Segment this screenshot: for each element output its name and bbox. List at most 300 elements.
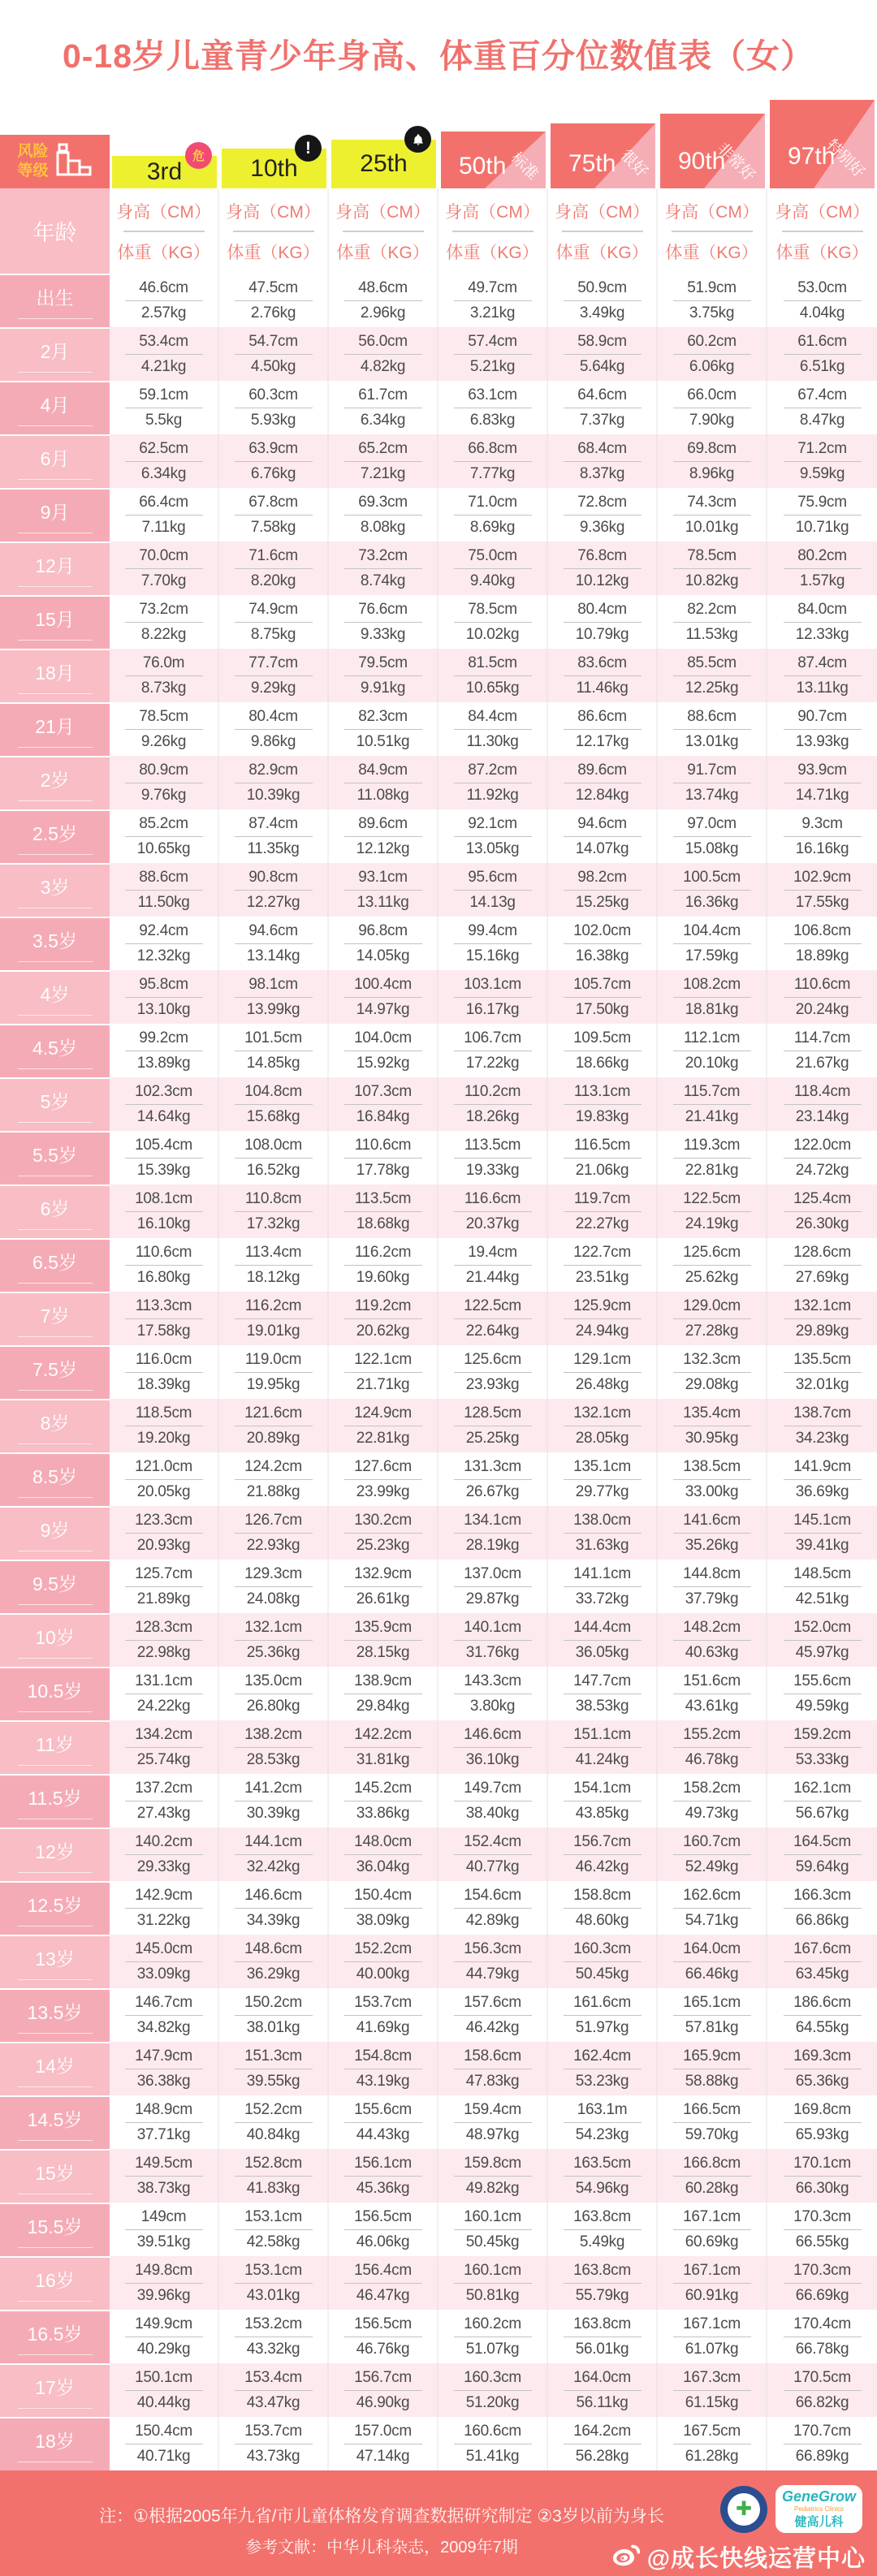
- weight-value: 29.77kg: [575, 1482, 629, 1500]
- data-cell: [219, 863, 329, 917]
- weight-value: 66.55kg: [795, 2233, 849, 2250]
- weight-value: 25.62kg: [685, 1268, 739, 1286]
- age-label: 18岁: [35, 2431, 75, 2452]
- bell-badge-icon: [404, 126, 431, 153]
- weight-value: 21.67kg: [795, 1054, 849, 1072]
- height-value: 166.8cm: [683, 2154, 741, 2172]
- weight-value: 5.21kg: [469, 357, 516, 375]
- data-cell: [438, 1292, 548, 1345]
- weight-value: 7.37kg: [579, 411, 625, 429]
- weight-value: 24.19kg: [685, 1215, 739, 1232]
- weight-value: 31.81kg: [356, 1750, 410, 1768]
- data-cell: [438, 1720, 548, 1774]
- height-value: 141.2cm: [244, 1779, 302, 1797]
- divider: [564, 890, 642, 891]
- divider: [18, 2033, 93, 2034]
- data-cell: [219, 274, 329, 327]
- height-value: 135.5cm: [793, 1350, 851, 1368]
- height-value: 75.0cm: [468, 546, 517, 564]
- weight-value: 65.93kg: [795, 2125, 849, 2143]
- data-cell: [219, 1399, 329, 1452]
- height-value: 80.4cm: [248, 707, 298, 725]
- height-value: 84.0cm: [797, 600, 847, 618]
- age-label: 7岁: [40, 1305, 70, 1327]
- data-cell: [438, 1077, 548, 1131]
- weight-value: 14.71kg: [795, 786, 849, 804]
- age-label: 12.5岁: [27, 1895, 83, 1916]
- weight-value: 36.05kg: [575, 1643, 629, 1661]
- age-label: 8岁: [40, 1413, 70, 1434]
- data-cell: [438, 970, 548, 1024]
- height-value: 124.2cm: [244, 1457, 302, 1475]
- height-value: 99.4cm: [468, 921, 517, 939]
- height-unit-label: 身高（CM）: [445, 202, 540, 222]
- data-cell: [110, 381, 219, 434]
- height-value: 110.6cm: [354, 1136, 412, 1154]
- data-cell: [767, 1720, 877, 1774]
- data-cell: [219, 381, 329, 434]
- weight-value: 32.01kg: [795, 1375, 849, 1393]
- weight-value: 66.69kg: [795, 2286, 849, 2304]
- height-value: 142.2cm: [354, 1725, 412, 1743]
- divider: [784, 1640, 862, 1641]
- data-cell: [438, 1506, 548, 1560]
- data-cell: [329, 2256, 438, 2310]
- age-label: 12岁: [35, 1841, 75, 1862]
- data-cell: [438, 863, 548, 917]
- age-column-header: 年龄: [0, 188, 110, 274]
- weight-value: 10.71kg: [795, 518, 849, 536]
- data-cell: [219, 1667, 329, 1720]
- weight-value: 26.61kg: [356, 1590, 410, 1607]
- divider: [673, 1533, 751, 1534]
- weight-value: 46.76kg: [356, 2340, 410, 2358]
- divider: [235, 515, 313, 516]
- divider: [344, 1640, 422, 1641]
- data-cell: [438, 595, 548, 649]
- data-cell: [110, 434, 219, 488]
- height-value: 131.1cm: [135, 1672, 192, 1689]
- height-value: 89.6cm: [358, 814, 408, 832]
- weight-value: 43.32kg: [246, 2340, 300, 2358]
- data-cell: [219, 2310, 329, 2363]
- weight-value: 20.05kg: [136, 1482, 191, 1500]
- divider: [235, 2283, 313, 2284]
- table-row: [0, 1988, 877, 2042]
- height-value: 67.8cm: [248, 493, 298, 511]
- data-cell: [548, 1935, 658, 1988]
- divider: [564, 1479, 642, 1480]
- height-value: 61.6cm: [797, 332, 847, 350]
- divider: [18, 1443, 93, 1444]
- divider: [18, 479, 93, 480]
- age-label: 14.5岁: [27, 2109, 83, 2130]
- divider: [125, 2283, 203, 2284]
- weight-value: 5.49kg: [579, 2233, 625, 2250]
- divider: [125, 461, 203, 462]
- divider: [673, 1640, 751, 1641]
- table-row: [0, 1452, 877, 1506]
- weight-value: 42.51kg: [795, 1590, 849, 1607]
- height-value: 152.2cm: [244, 2100, 302, 2118]
- divider: [125, 568, 203, 569]
- data-cell: [658, 1077, 767, 1131]
- divider: [673, 2015, 751, 2016]
- height-value: 94.6cm: [577, 814, 627, 832]
- percentile-header: [0, 0, 877, 188]
- weight-value: 15.92kg: [356, 1054, 410, 1072]
- table-row: [0, 2310, 877, 2363]
- weight-value: 8.75kg: [250, 625, 296, 643]
- height-value: 107.3cm: [354, 1082, 412, 1100]
- height-value: 53.0cm: [797, 278, 847, 296]
- weight-value: 26.30kg: [795, 1215, 849, 1232]
- height-value: 127.6cm: [354, 1457, 412, 1475]
- data-cell: [329, 434, 438, 488]
- divider: [344, 836, 422, 837]
- weight-value: 41.83kg: [246, 2179, 300, 2197]
- height-value: 163.1m: [577, 2100, 628, 2118]
- data-cell: [548, 2417, 658, 2470]
- divider: [18, 1229, 93, 1230]
- height-value: 154.1cm: [573, 1779, 631, 1797]
- divider: [564, 568, 642, 569]
- data-cell: [329, 1024, 438, 1077]
- divider: [784, 568, 862, 569]
- height-value: 113.3cm: [135, 1297, 192, 1314]
- data-cell: [438, 1399, 548, 1452]
- divider: [454, 1104, 532, 1105]
- data-cell: [548, 756, 658, 809]
- data-cell: [438, 1131, 548, 1184]
- height-value: 51.9cm: [687, 278, 737, 296]
- data-cell: [767, 1292, 877, 1345]
- data-cell: [658, 1345, 767, 1399]
- weight-value: 34.23kg: [795, 1429, 849, 1447]
- height-value: 118.4cm: [793, 1082, 851, 1100]
- weight-value: 18.26kg: [465, 1107, 520, 1125]
- weight-value: 17.50kg: [575, 1000, 629, 1018]
- height-value: 71.6cm: [248, 546, 298, 564]
- divider: [673, 729, 751, 730]
- weight-value: 51.97kg: [575, 2018, 629, 2036]
- height-value: 160.1cm: [464, 2207, 521, 2225]
- divider: [564, 1586, 642, 1587]
- height-value: 145.2cm: [354, 1779, 412, 1797]
- divider: [344, 568, 422, 569]
- height-value: 153.7cm: [244, 2422, 302, 2440]
- divider: [564, 1747, 642, 1748]
- weight-value: 49.73kg: [685, 1804, 739, 1822]
- height-value: 148.6cm: [244, 1940, 302, 1957]
- age-cell: [0, 542, 110, 595]
- height-value: 166.3cm: [793, 1886, 851, 1904]
- data-cell: [219, 327, 329, 381]
- data-cell: [548, 1131, 658, 1184]
- height-value: 130.2cm: [354, 1511, 412, 1529]
- divider: [454, 1211, 532, 1212]
- weight-value: 29.89kg: [795, 1322, 849, 1340]
- weight-value: 17.58kg: [136, 1322, 191, 1340]
- data-cell: [548, 595, 658, 649]
- height-value: 63.1cm: [468, 386, 517, 403]
- height-value: 86.6cm: [577, 707, 627, 725]
- weight-value: 18.68kg: [356, 1215, 410, 1232]
- divider: [454, 1318, 532, 1319]
- height-value: 116.2cm: [244, 1297, 302, 1314]
- divider: [18, 2354, 93, 2355]
- weight-value: 51.41kg: [465, 2447, 520, 2465]
- data-cell: [548, 809, 658, 863]
- height-value: 159.2cm: [793, 1725, 851, 1743]
- data-cell: [767, 1452, 877, 1506]
- height-value: 152.8cm: [244, 2154, 302, 2172]
- height-value: 60.2cm: [687, 332, 737, 350]
- weight-value: 5.5kg: [145, 411, 182, 429]
- weight-value: 53.23kg: [575, 2072, 629, 2090]
- height-value: 82.3cm: [358, 707, 408, 725]
- divider: [564, 997, 642, 998]
- age-cell: [0, 863, 110, 917]
- height-value: 95.6cm: [468, 868, 517, 886]
- data-cell: [548, 1613, 658, 1667]
- data-cell: [438, 1238, 548, 1292]
- data-cell: [329, 274, 438, 327]
- weight-value: 22.81kg: [685, 1161, 739, 1179]
- weight-value: 31.22kg: [136, 1911, 191, 1929]
- data-cell: [438, 649, 548, 702]
- height-value: 132.3cm: [683, 1350, 741, 1368]
- corner-rating-label: 标准: [507, 149, 542, 183]
- weight-value: 6.06kg: [689, 357, 735, 375]
- weight-value: 29.08kg: [685, 1375, 739, 1393]
- height-value: 9.3cm: [801, 814, 843, 832]
- divider: [673, 515, 751, 516]
- divider: [784, 300, 862, 301]
- height-value: 156.4cm: [354, 2261, 412, 2279]
- weight-value: 17.32kg: [246, 1215, 300, 1232]
- divider: [125, 729, 203, 730]
- divider: [344, 675, 422, 676]
- divider: [784, 836, 862, 837]
- data-cell: [658, 1720, 767, 1774]
- data-cell: [110, 970, 219, 1024]
- height-value: 19.4cm: [468, 1243, 517, 1261]
- weight-value: 7.77kg: [469, 464, 516, 482]
- divider: [18, 1390, 93, 1391]
- data-cell: [110, 2310, 219, 2363]
- weight-value: 66.46kg: [685, 1965, 739, 1983]
- height-value: 135.0cm: [244, 1672, 302, 1689]
- weight-unit-label: 体重（KG）: [227, 243, 320, 262]
- height-value: 90.8cm: [248, 868, 298, 886]
- data-cell: [767, 434, 877, 488]
- height-value: 96.8cm: [358, 921, 408, 939]
- table-row: [0, 863, 877, 917]
- age-cell: [0, 702, 110, 756]
- weight-value: 28.53kg: [246, 1750, 300, 1768]
- data-cell: [767, 2363, 877, 2417]
- weight-value: 50.81kg: [465, 2286, 520, 2304]
- weight-value: 25.25kg: [465, 1429, 520, 1447]
- data-cell: [219, 1345, 329, 1399]
- data-cell: [658, 595, 767, 649]
- divider: [235, 2176, 313, 2177]
- data-cell: [658, 970, 767, 1024]
- weight-value: 9.26kg: [140, 732, 187, 750]
- height-value: 142.9cm: [135, 1886, 192, 1904]
- weight-value: 30.95kg: [685, 1429, 739, 1447]
- weight-value: 9.40kg: [469, 572, 516, 589]
- weight-value: 24.08kg: [246, 1590, 300, 1607]
- weight-value: 10.39kg: [246, 786, 300, 804]
- height-value: 99.2cm: [139, 1029, 188, 1046]
- divider: [673, 1908, 751, 1909]
- table-row: [0, 649, 877, 702]
- height-value: 70.0cm: [139, 546, 188, 564]
- weight-value: 50.45kg: [575, 1965, 629, 1983]
- percentile-label: 3rd: [146, 158, 183, 185]
- height-value: 164.0cm: [573, 2368, 631, 2386]
- weight-value: 16.16kg: [795, 839, 849, 857]
- weight-value: 19.60kg: [356, 1268, 410, 1286]
- height-value: 80.9cm: [139, 761, 188, 779]
- divider: [673, 1211, 751, 1212]
- height-value: 66.0cm: [687, 386, 737, 403]
- divider: [125, 1479, 203, 1480]
- height-value: 128.3cm: [135, 1618, 192, 1636]
- divider: [564, 2015, 642, 2016]
- data-cell: [658, 381, 767, 434]
- divider: [235, 2122, 313, 2123]
- height-value: 88.6cm: [139, 868, 188, 886]
- height-value: 141.1cm: [573, 1564, 631, 1582]
- height-value: 119.3cm: [683, 1136, 741, 1154]
- data-cell: [110, 1506, 219, 1560]
- weight-value: 57.81kg: [685, 2018, 739, 2036]
- divider: [784, 729, 862, 730]
- height-value: 101.5cm: [244, 1029, 302, 1046]
- height-value: 155.2cm: [683, 1725, 741, 1743]
- weight-value: 39.55kg: [246, 2072, 300, 2090]
- data-cell: [548, 1774, 658, 1827]
- weight-value: 12.84kg: [575, 786, 629, 804]
- table-row: [0, 1613, 877, 1667]
- height-value: 149.5cm: [135, 2154, 192, 2172]
- height-value: 103.1cm: [464, 975, 521, 993]
- data-cell: [438, 756, 548, 809]
- weight-value: 65.36kg: [795, 2072, 849, 2090]
- height-value: 68.4cm: [577, 439, 627, 457]
- weight-value: 64.55kg: [795, 2018, 849, 2036]
- divider: [454, 943, 532, 944]
- height-value: 83.6cm: [577, 654, 627, 671]
- divider: [673, 1854, 751, 1855]
- divider: [344, 1158, 422, 1159]
- weight-value: 30.39kg: [246, 1804, 300, 1822]
- table-row: [0, 1131, 877, 1184]
- weight-value: 12.33kg: [795, 625, 849, 643]
- data-cell: [438, 1613, 548, 1667]
- percentile-block-97th: [770, 100, 875, 188]
- data-cell: [438, 327, 548, 381]
- weight-value: 43.85kg: [575, 1804, 629, 1822]
- data-cell: [548, 2149, 658, 2203]
- height-unit-label: 身高（CM）: [116, 202, 211, 222]
- divider: [344, 943, 422, 944]
- divider: [125, 836, 203, 837]
- height-value: 106.8cm: [793, 921, 851, 939]
- data-cell: [438, 1024, 548, 1077]
- data-cell: [329, 542, 438, 595]
- divider: [454, 1479, 532, 1480]
- data-cell: [110, 488, 219, 542]
- weight-value: 2.57kg: [140, 304, 187, 321]
- data-cell: [658, 2042, 767, 2095]
- divider: [454, 1640, 532, 1641]
- data-cell: [548, 1238, 658, 1292]
- data-cell: [219, 649, 329, 702]
- weight-value: 14.64kg: [136, 1107, 191, 1125]
- height-value: 54.7cm: [248, 332, 298, 350]
- divider: [125, 1372, 203, 1373]
- weight-value: 8.22kg: [140, 625, 187, 643]
- height-value: 153.2cm: [244, 2315, 302, 2332]
- age-cell: [0, 970, 110, 1024]
- weight-value: 17.78kg: [356, 1161, 410, 1179]
- data-cell: [767, 1131, 877, 1184]
- divider: [18, 2140, 93, 2141]
- age-label: 11.5岁: [28, 1788, 82, 1809]
- age-cell: [0, 917, 110, 970]
- divider: [235, 1318, 313, 1319]
- height-value: 137.2cm: [135, 1779, 192, 1797]
- weight-value: 15.08kg: [685, 839, 739, 857]
- data-cell: [438, 1560, 548, 1613]
- weight-value: 45.36kg: [356, 2179, 410, 2197]
- height-value: 47.5cm: [248, 278, 298, 296]
- weight-value: 13.89kg: [136, 1054, 191, 1072]
- weight-value: 27.43kg: [136, 1804, 191, 1822]
- divider: [564, 1640, 642, 1641]
- weight-value: 12.25kg: [685, 679, 739, 697]
- data-cell: [438, 2417, 548, 2470]
- divider: [562, 231, 643, 232]
- weight-value: 20.93kg: [136, 1536, 191, 1554]
- age-label: 13.5岁: [27, 2002, 83, 2023]
- data-cell: [438, 1345, 548, 1399]
- divider: [673, 461, 751, 462]
- height-value: 121.0cm: [135, 1457, 192, 1475]
- weight-value: 8.47kg: [799, 411, 845, 429]
- table-row: [0, 2256, 877, 2310]
- data-cell: [110, 1131, 219, 1184]
- divider: [344, 2176, 422, 2177]
- weight-value: 8.20kg: [250, 572, 296, 589]
- divider: [673, 354, 751, 355]
- weight-value: 56.01kg: [575, 2340, 629, 2358]
- weight-value: 40.00kg: [356, 1965, 410, 1983]
- height-value: 163.8cm: [573, 2207, 631, 2225]
- table-row: [0, 1184, 877, 1238]
- weight-value: 16.10kg: [136, 1215, 191, 1232]
- height-value: 132.1cm: [793, 1297, 851, 1314]
- divider: [782, 231, 863, 232]
- height-value: 102.0cm: [573, 921, 631, 939]
- data-cell: [329, 2203, 438, 2256]
- divider: [454, 1747, 532, 1748]
- weight-value: 16.52kg: [246, 1161, 300, 1179]
